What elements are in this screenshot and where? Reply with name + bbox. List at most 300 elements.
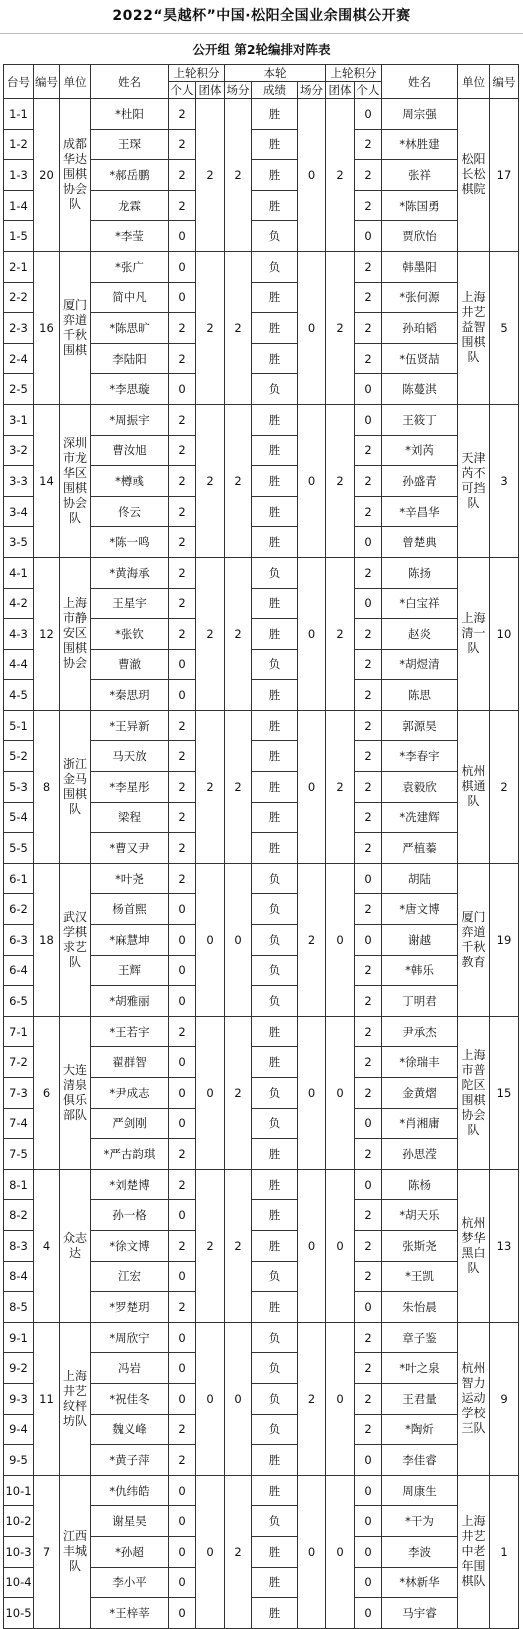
game-result: 胜 [252, 1536, 298, 1567]
board-number: 8-5 [4, 1292, 34, 1323]
board-number: 10-4 [4, 1567, 34, 1598]
right-individual-points: 2 [355, 160, 382, 191]
left-individual-points: 2 [169, 802, 196, 833]
left-individual-points: 2 [169, 1169, 196, 1200]
right-player-name: *肖湘庸 [382, 1108, 458, 1139]
right-player-name: 胡陆 [382, 863, 458, 894]
right-individual-points: 2 [355, 313, 382, 344]
left-player-name: 魏义峰 [91, 1414, 169, 1445]
game-result: 胜 [252, 619, 298, 650]
right-individual-points: 0 [355, 374, 382, 405]
left-player-name: *黄子萍 [91, 1445, 169, 1476]
left-individual-points: 2 [169, 619, 196, 650]
right-individual-points: 2 [355, 710, 382, 741]
right-player-name: 丁明君 [382, 986, 458, 1017]
right-individual-points: 2 [355, 1353, 382, 1384]
right-team-unit: 上海清一队 [458, 557, 490, 710]
left-individual-points: 2 [169, 190, 196, 221]
left-team-points: 0 [196, 1475, 225, 1628]
left-individual-points: 2 [169, 557, 196, 588]
game-result: 负 [252, 1414, 298, 1445]
right-individual-points: 2 [355, 1078, 382, 1109]
right-player-name: 章子鉴 [382, 1322, 458, 1353]
left-match-points: 2 [225, 1475, 252, 1628]
left-team-unit: 浙江金马围棋队 [60, 710, 91, 863]
table-row [4, 99, 519, 130]
table-row [4, 251, 519, 282]
right-player-name: *王凯 [382, 1261, 458, 1292]
left-player-name: *祝佳冬 [91, 1383, 169, 1414]
game-result: 胜 [252, 1169, 298, 1200]
right-player-name: *林胜建 [382, 129, 458, 160]
left-player-name: *仇纬皓 [91, 1475, 169, 1506]
left-player-name: 曹汝旭 [91, 435, 169, 466]
board-number: 3-2 [4, 435, 34, 466]
game-result: 胜 [252, 527, 298, 558]
board-number: 10-1 [4, 1475, 34, 1506]
right-match-points: 0 [298, 1475, 326, 1628]
right-team-points: 0 [326, 1475, 355, 1628]
table-row [4, 1475, 519, 1506]
left-player-name: *叶尧 [91, 863, 169, 894]
left-player-name: 李陆阳 [91, 343, 169, 374]
left-team-unit: 上海市静安区围棋协会 [60, 557, 91, 710]
right-individual-points: 0 [355, 1506, 382, 1537]
right-player-name: 贾欣怡 [382, 221, 458, 252]
right-team-points: 2 [326, 404, 355, 557]
left-team-number: 7 [34, 1475, 60, 1628]
left-individual-points: 2 [169, 313, 196, 344]
game-result: 负 [252, 649, 298, 680]
game-result: 胜 [252, 680, 298, 711]
game-result: 负 [252, 1108, 298, 1139]
game-result: 负 [252, 1506, 298, 1537]
board-number: 5-5 [4, 833, 34, 864]
right-player-name: *白宝祥 [382, 588, 458, 619]
pairing-table [3, 64, 519, 1629]
left-individual-points: 2 [169, 1292, 196, 1323]
right-team-points: 0 [326, 1016, 355, 1169]
right-individual-points: 2 [355, 1200, 382, 1231]
left-individual-points: 2 [169, 129, 196, 160]
game-result: 胜 [252, 1567, 298, 1598]
game-result: 胜 [252, 1016, 298, 1047]
left-player-name: 马天放 [91, 741, 169, 772]
left-team-number: 6 [34, 1016, 60, 1169]
right-player-name: 张斯尧 [382, 1230, 458, 1261]
right-player-name: *韩乐 [382, 955, 458, 986]
right-player-name: 金黄熠 [382, 1078, 458, 1109]
table-row [4, 710, 519, 741]
right-team-number: 9 [490, 1322, 519, 1475]
right-player-name: 周宗强 [382, 99, 458, 130]
right-team-unit: 杭州智力运动学校三队 [458, 1322, 490, 1475]
right-individual-points: 0 [355, 404, 382, 435]
left-match-points: 2 [225, 99, 252, 252]
left-team-points: 2 [196, 710, 225, 863]
right-individual-points: 2 [355, 557, 382, 588]
header-team-right: 团体 [326, 82, 355, 99]
left-player-name: *陈一鸣 [91, 527, 169, 558]
board-number: 2-4 [4, 343, 34, 374]
left-team-unit: 厦门弈道千秋围棋 [60, 251, 91, 404]
right-team-number: 1 [490, 1475, 519, 1628]
right-player-name: 严植蓁 [382, 833, 458, 864]
right-team-unit: 上海市普陀区围棋协会队 [458, 1016, 490, 1169]
right-player-name: 陈蔓淇 [382, 374, 458, 405]
left-individual-points: 2 [169, 404, 196, 435]
right-player-name: 朱怡晨 [382, 1292, 458, 1323]
right-player-name: 陈杨 [382, 1169, 458, 1200]
left-team-unit: 深圳市龙华区围棋协会队 [60, 404, 91, 557]
game-result: 胜 [252, 160, 298, 191]
right-player-name: *唐文博 [382, 894, 458, 925]
board-number: 6-1 [4, 863, 34, 894]
left-individual-points: 2 [169, 99, 196, 130]
left-player-name: 李小平 [91, 1567, 169, 1598]
header-unit-right: 单位 [458, 65, 490, 99]
left-individual-points: 0 [169, 925, 196, 956]
right-player-name: *胡天乐 [382, 1200, 458, 1231]
right-player-name: 韩墨阳 [382, 251, 458, 282]
game-result: 胜 [252, 190, 298, 221]
left-team-number: 12 [34, 557, 60, 710]
right-team-unit: 杭州梦华黑白队 [458, 1169, 490, 1322]
game-result: 胜 [252, 1200, 298, 1231]
board-number: 8-1 [4, 1169, 34, 1200]
game-result: 胜 [252, 1047, 298, 1078]
table-row [4, 1169, 519, 1200]
game-result: 胜 [252, 282, 298, 313]
left-match-points: 2 [225, 404, 252, 557]
right-team-unit: 厦门弈道千秋教育 [458, 863, 490, 1016]
right-team-number: 19 [490, 863, 519, 1016]
left-player-name: *周振宇 [91, 404, 169, 435]
left-player-name: *李星彤 [91, 772, 169, 803]
right-individual-points: 2 [355, 619, 382, 650]
board-number: 6-5 [4, 986, 34, 1017]
left-individual-points: 0 [169, 1383, 196, 1414]
right-individual-points: 0 [355, 99, 382, 130]
right-match-points: 0 [298, 1169, 326, 1322]
board-number: 7-5 [4, 1139, 34, 1170]
right-individual-points: 2 [355, 496, 382, 527]
left-individual-points: 2 [169, 1414, 196, 1445]
left-individual-points: 2 [169, 1445, 196, 1476]
left-individual-points: 2 [169, 1016, 196, 1047]
right-individual-points: 2 [355, 435, 382, 466]
table-row [4, 557, 519, 588]
left-individual-points: 0 [169, 1322, 196, 1353]
left-player-name: *王梓莘 [91, 1598, 169, 1629]
board-number: 4-2 [4, 588, 34, 619]
game-result: 负 [252, 986, 298, 1017]
header-match-pts-left: 场分 [226, 83, 250, 97]
header-prev-points-right: 上轮积分 [326, 65, 382, 82]
board-number: 1-1 [4, 99, 34, 130]
left-player-name: 龙霖 [91, 190, 169, 221]
left-team-number: 11 [34, 1322, 60, 1475]
right-individual-points: 2 [355, 1139, 382, 1170]
left-team-number: 20 [34, 99, 60, 252]
left-player-name: *郝岳鹏 [91, 160, 169, 191]
board-number: 10-2 [4, 1506, 34, 1537]
left-individual-points: 2 [169, 160, 196, 191]
board-number: 6-4 [4, 955, 34, 986]
right-individual-points: 2 [355, 955, 382, 986]
left-individual-points: 2 [169, 1230, 196, 1261]
left-team-points: 0 [196, 1016, 225, 1169]
right-player-name: 王君量 [382, 1383, 458, 1414]
left-player-name: 王琛 [91, 129, 169, 160]
game-result: 胜 [252, 313, 298, 344]
right-team-number: 15 [490, 1016, 519, 1169]
right-team-points: 2 [326, 557, 355, 710]
right-match-points: 0 [298, 251, 326, 404]
game-result: 胜 [252, 1292, 298, 1323]
right-match-points: 2 [298, 1322, 326, 1475]
game-result: 负 [252, 894, 298, 925]
right-individual-points: 2 [355, 343, 382, 374]
right-individual-points: 2 [355, 1414, 382, 1445]
left-individual-points: 2 [169, 863, 196, 894]
left-individual-points: 0 [169, 1261, 196, 1292]
header-board: 台号 [4, 65, 34, 99]
game-result: 负 [252, 221, 298, 252]
board-number: 7-2 [4, 1047, 34, 1078]
header-unit: 单位 [60, 65, 91, 99]
board-number: 9-2 [4, 1353, 34, 1384]
left-individual-points: 2 [169, 527, 196, 558]
board-number: 3-1 [4, 404, 34, 435]
right-individual-points: 0 [355, 1598, 382, 1629]
board-number: 2-5 [4, 374, 34, 405]
left-team-points: 2 [196, 1169, 225, 1322]
left-player-name: *罗楚玥 [91, 1292, 169, 1323]
right-individual-points: 0 [355, 863, 382, 894]
right-player-name: *刘芮 [382, 435, 458, 466]
left-player-name: 孙一格 [91, 1200, 169, 1231]
board-number: 1-5 [4, 221, 34, 252]
right-match-points: 0 [298, 1016, 326, 1169]
right-individual-points: 2 [355, 741, 382, 772]
left-individual-points: 0 [169, 986, 196, 1017]
right-team-unit: 松阳长松棋院 [458, 99, 490, 252]
left-individual-points: 0 [169, 680, 196, 711]
game-result: 负 [252, 1322, 298, 1353]
left-player-name: 简中凡 [91, 282, 169, 313]
left-player-name: 王辉 [91, 955, 169, 986]
table-row [4, 863, 519, 894]
left-player-name: *杜阳 [91, 99, 169, 130]
right-player-name: 陈扬 [382, 557, 458, 588]
left-team-points: 2 [196, 251, 225, 404]
right-individual-points: 2 [355, 680, 382, 711]
right-player-name: *陶炘 [382, 1414, 458, 1445]
right-team-unit: 上海井艺益智围棋队 [458, 251, 490, 404]
game-result: 胜 [252, 741, 298, 772]
pairing-body [4, 99, 519, 1629]
right-player-name: 张祥 [382, 160, 458, 191]
right-individual-points: 2 [355, 833, 382, 864]
right-individual-points: 2 [355, 1383, 382, 1414]
left-individual-points: 0 [169, 1475, 196, 1506]
left-player-name: *尹成志 [91, 1078, 169, 1109]
right-individual-points: 2 [355, 251, 382, 282]
right-team-points: 2 [326, 710, 355, 863]
left-individual-points: 0 [169, 282, 196, 313]
left-individual-points: 2 [169, 466, 196, 497]
game-result: 胜 [252, 435, 298, 466]
right-individual-points: 0 [355, 1445, 382, 1476]
right-team-number: 17 [490, 99, 519, 252]
left-player-name: 江宏 [91, 1261, 169, 1292]
game-result: 负 [252, 955, 298, 986]
header-num-right: 编号 [490, 65, 519, 99]
right-team-number: 3 [490, 404, 519, 557]
right-individual-points: 0 [355, 1169, 382, 1200]
left-player-name: *孙超 [91, 1536, 169, 1567]
right-match-points: 0 [298, 557, 326, 710]
right-player-name: *徐瑞丰 [382, 1047, 458, 1078]
game-result: 胜 [252, 772, 298, 803]
board-number: 4-5 [4, 680, 34, 711]
left-player-name: 谢星昊 [91, 1506, 169, 1537]
right-individual-points: 2 [355, 282, 382, 313]
left-match-points: 2 [225, 1169, 252, 1322]
left-individual-points: 0 [169, 1353, 196, 1384]
game-result: 胜 [252, 466, 298, 497]
left-player-name: *王若宇 [91, 1016, 169, 1047]
right-team-points: 0 [326, 863, 355, 1016]
right-player-name: 陈思 [382, 680, 458, 711]
left-player-name: *黄海承 [91, 557, 169, 588]
right-player-name: 袁毅欣 [382, 772, 458, 803]
left-individual-points: 0 [169, 1506, 196, 1537]
game-result: 负 [252, 1261, 298, 1292]
left-individual-points: 0 [169, 221, 196, 252]
right-player-name: 马宇睿 [382, 1598, 458, 1629]
left-individual-points: 0 [169, 894, 196, 925]
board-number: 2-2 [4, 282, 34, 313]
left-individual-points: 2 [169, 588, 196, 619]
left-player-name: 严剑刚 [91, 1108, 169, 1139]
left-match-points: 2 [225, 710, 252, 863]
game-result: 负 [252, 925, 298, 956]
game-result: 胜 [252, 710, 298, 741]
left-individual-points: 0 [169, 1078, 196, 1109]
page-title: 2022“昊越杯”中国·松阳全国业余围棋公开赛 [112, 8, 411, 24]
right-player-name: 谢越 [382, 925, 458, 956]
left-player-name: *秦思玥 [91, 680, 169, 711]
game-result: 胜 [252, 1598, 298, 1629]
game-result: 负 [252, 557, 298, 588]
game-result: 胜 [252, 1445, 298, 1476]
left-player-name: 冯岩 [91, 1353, 169, 1384]
right-player-name: 李波 [382, 1536, 458, 1567]
board-number: 3-4 [4, 496, 34, 527]
left-player-name: *李思璇 [91, 374, 169, 405]
left-player-name: 佟云 [91, 496, 169, 527]
right-match-points: 2 [298, 863, 326, 1016]
board-number: 6-3 [4, 925, 34, 956]
game-result: 胜 [252, 404, 298, 435]
left-player-name: *徐文博 [91, 1230, 169, 1261]
right-individual-points: 2 [355, 772, 382, 803]
board-number: 1-4 [4, 190, 34, 221]
left-player-name: 曹澈 [91, 649, 169, 680]
game-result: 负 [252, 1383, 298, 1414]
board-number: 9-3 [4, 1383, 34, 1414]
board-number: 9-5 [4, 1445, 34, 1476]
board-number: 5-2 [4, 741, 34, 772]
left-player-name: *陈思旷 [91, 313, 169, 344]
left-individual-points: 0 [169, 1047, 196, 1078]
right-individual-points: 2 [355, 1016, 382, 1047]
right-match-points: 0 [298, 710, 326, 863]
game-result: 胜 [252, 99, 298, 130]
right-individual-points: 2 [355, 466, 382, 497]
board-number: 4-1 [4, 557, 34, 588]
game-result: 负 [252, 374, 298, 405]
right-player-name: 孙盛青 [382, 466, 458, 497]
title-divider [0, 33, 523, 34]
right-individual-points: 0 [355, 1108, 382, 1139]
right-individual-points: 0 [355, 1567, 382, 1598]
left-player-name: *严古韵琪 [91, 1139, 169, 1170]
board-number: 8-3 [4, 1230, 34, 1261]
left-team-number: 4 [34, 1169, 60, 1322]
board-number: 5-4 [4, 802, 34, 833]
right-player-name: *李春宇 [382, 741, 458, 772]
left-individual-points: 0 [169, 649, 196, 680]
header-prev-points-left: 上轮积分 [169, 65, 225, 82]
header-team-left: 团体 [196, 82, 225, 99]
left-team-points: 0 [196, 1322, 225, 1475]
right-match-points: 0 [298, 404, 326, 557]
left-team-unit: 武汉学棋求艺队 [60, 863, 91, 1016]
left-player-name: *刘楚博 [91, 1169, 169, 1200]
left-player-name: *胡雅丽 [91, 986, 169, 1017]
game-result: 胜 [252, 1230, 298, 1261]
board-number: 10-3 [4, 1536, 34, 1567]
header-num: 编号 [34, 65, 60, 99]
game-result: 胜 [252, 129, 298, 160]
board-number: 8-2 [4, 1200, 34, 1231]
board-number: 7-4 [4, 1108, 34, 1139]
board-number: 8-4 [4, 1261, 34, 1292]
right-player-name: *张何源 [382, 282, 458, 313]
board-number: 2-3 [4, 313, 34, 344]
right-player-name: 李佳睿 [382, 1445, 458, 1476]
right-individual-points: 2 [355, 129, 382, 160]
board-number: 3-5 [4, 527, 34, 558]
right-individual-points: 2 [355, 190, 382, 221]
left-individual-points: 2 [169, 1139, 196, 1170]
game-result: 胜 [252, 343, 298, 374]
left-individual-points: 2 [169, 496, 196, 527]
game-result: 负 [252, 1353, 298, 1384]
game-result: 胜 [252, 496, 298, 527]
right-individual-points: 2 [355, 649, 382, 680]
right-team-number: 13 [490, 1169, 519, 1322]
left-player-name: *周欣宁 [91, 1322, 169, 1353]
board-number: 9-1 [4, 1322, 34, 1353]
game-result: 负 [252, 251, 298, 282]
right-individual-points: 0 [355, 1475, 382, 1506]
game-result: 胜 [252, 802, 298, 833]
left-team-points: 2 [196, 404, 225, 557]
